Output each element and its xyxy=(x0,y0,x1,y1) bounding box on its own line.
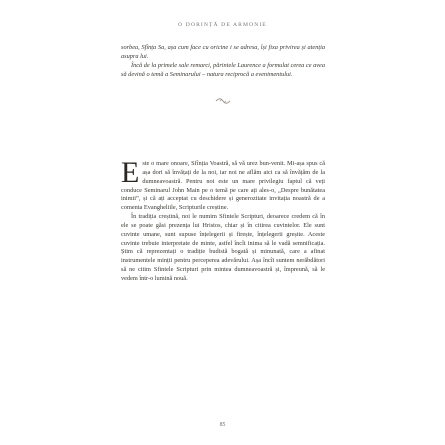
body-paragraph-1-text: ste o mare onoare, Sfînția Voastră, să vă urez bun-venit. Mi-așa spus că așa dori să învățați de la noi, iar noi ne aflăm aici ca să învățăm de la dumneavoastră. Pentru noi este un mare privilegiu faptul că veți conduce Seminarul John Main pe o temă pe care ați ales-o, „Despre bunătatea inimii”, și că ați acceptat cu deschidere și generozitate invitația noastră de a comenta Evangheliile, Scripturile creștine. xyxy=(121,160,325,212)
fleuron-icon-glyph xyxy=(215,97,231,105)
drop-cap: E xyxy=(121,156,140,189)
intro-paragraph-2: Încă de la primele sale remarci, părintele Laurence a formulat cerea ce avea să devină o temă a Seminarului – natura reciprocă a evenimentului. xyxy=(121,61,325,78)
intro-italic-block xyxy=(121,44,325,79)
intro-paragraph-1: sorbea, Sfînța Sa, așa cum face cu oricine i se adresa, își fixa privirea și atenția asupra lui. xyxy=(121,44,325,60)
fleuron-icon xyxy=(0,97,445,107)
page-number: 85 xyxy=(219,422,226,428)
running-header: O DORINȚĂ DE ARMONIE xyxy=(178,22,267,28)
body-paragraph-2: În tradiția creștină, noi le numim Sfintele Scripturi, deoarece credem că în ele se poate găsi prezența lui Hristos, chiar și în citirea cuvintelor. Ele sunt cuvinte umane, sunt supuse înțelegerii și firește, înțelegerii greșite. Aceste cuvinte trebuie interpretate de minte, astfel încît inima să le vadă semnificația. Știm că reprezentați o tradiție budistă bogată și minunată, care a afinat instrumentele minții pentru perceperea adevărului. Așa încît suntem nerăbdători să ne citim Sfintele Scripturi prin mintea dumneavoastră și, împreună, să le vedem într-o lumină nouă. xyxy=(121,213,325,282)
body-paragraph-1 xyxy=(121,156,325,213)
main-text-block xyxy=(121,156,325,284)
